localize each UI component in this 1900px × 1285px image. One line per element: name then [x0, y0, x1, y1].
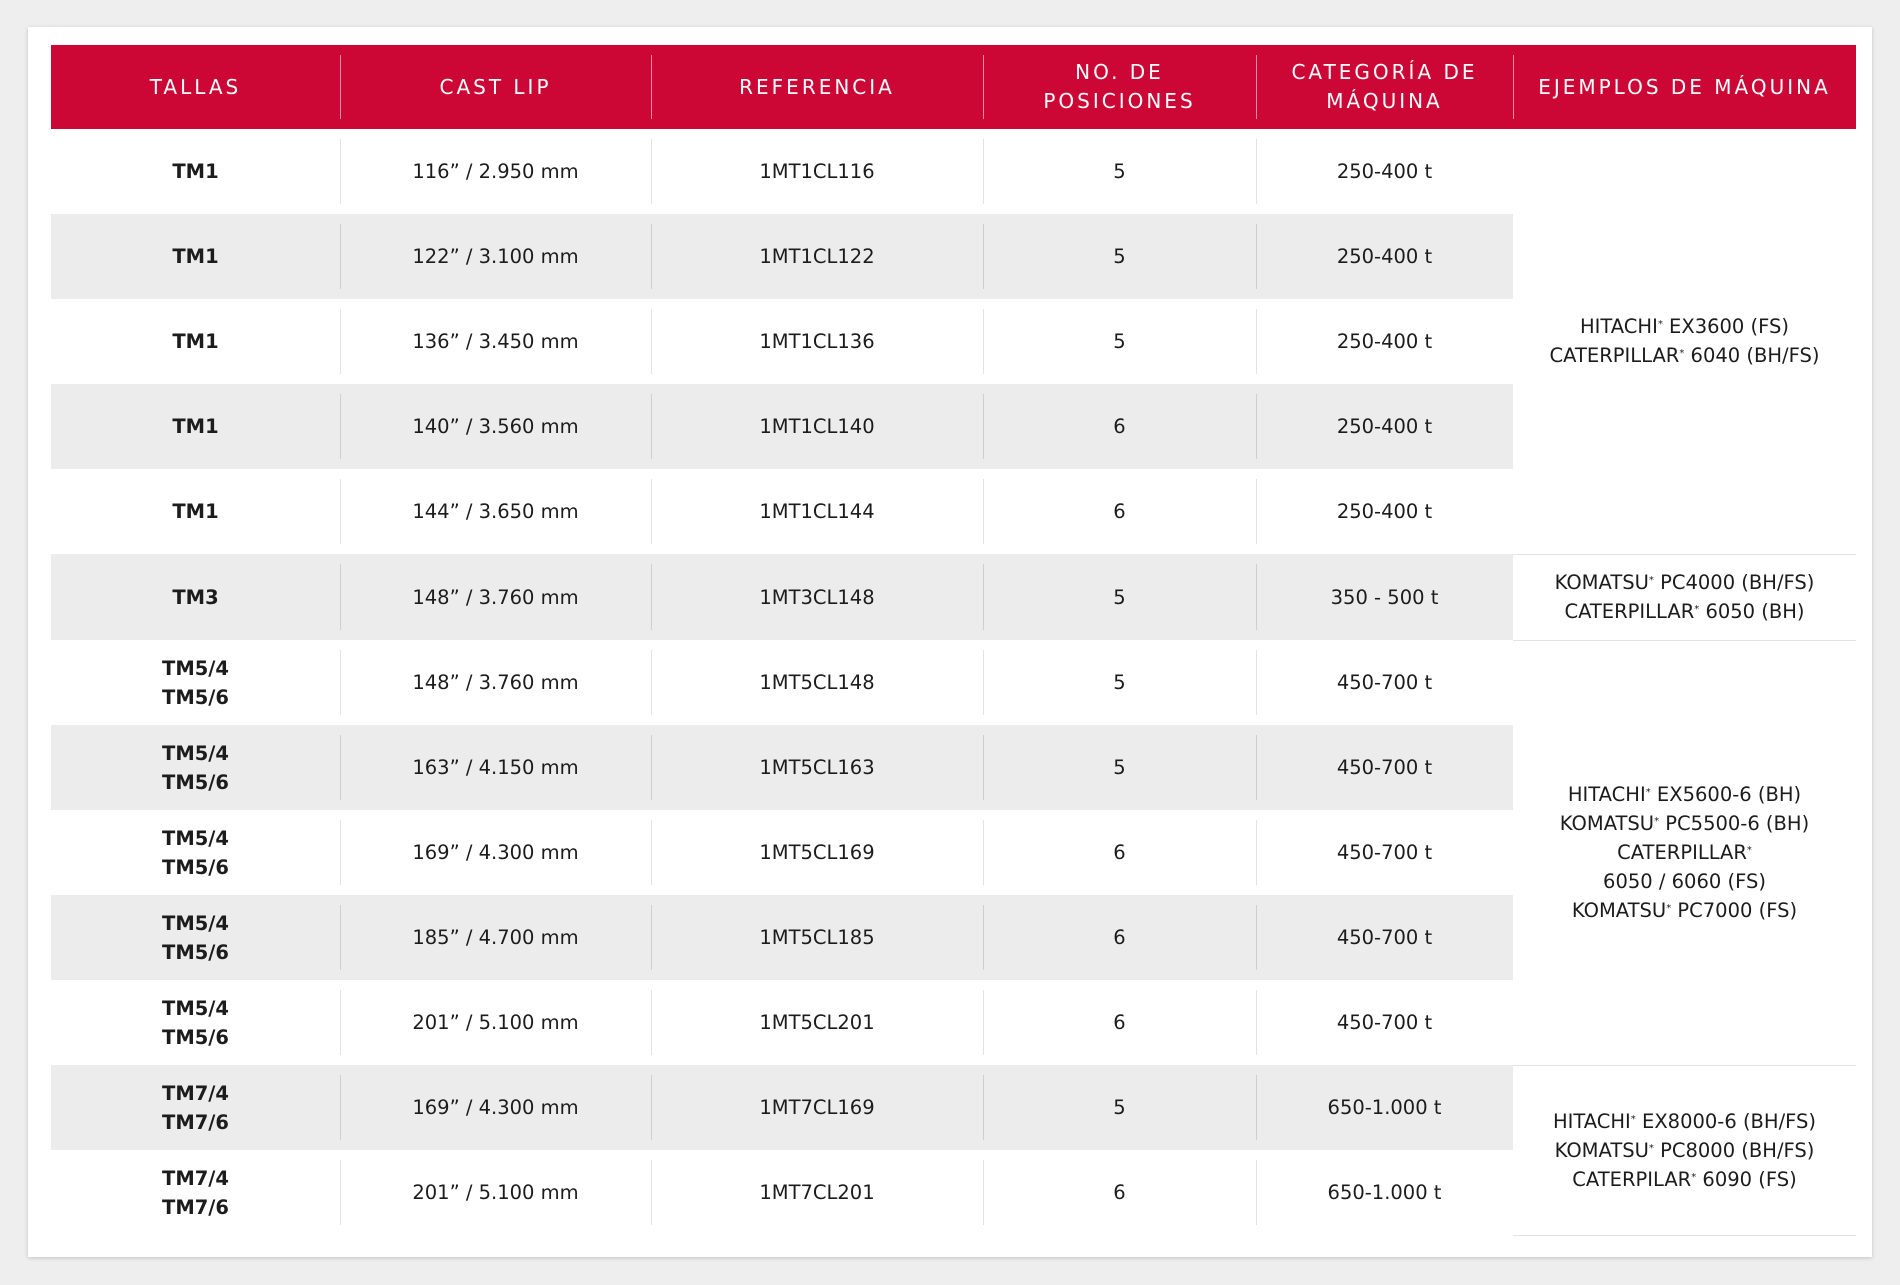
posiciones-value: 6 [1113, 926, 1126, 949]
table-header-row [51, 45, 1856, 129]
machine-model: 6090 (FS) [1696, 1167, 1797, 1191]
header-line: CAST LIP [439, 74, 552, 99]
cell-categoria [1256, 895, 1513, 980]
cell-categoria [1256, 1065, 1513, 1150]
posiciones-value: 5 [1113, 245, 1126, 268]
header-line: NO. DE [1075, 60, 1164, 84]
talla-line: TM7/4 [162, 1166, 229, 1190]
cell-posiciones [983, 214, 1256, 299]
header-ejemplos [1513, 45, 1856, 129]
cast-lip-value: 122” / 3.100 mm [412, 245, 579, 268]
cell-ejemplos [1513, 640, 1856, 1065]
referencia-value: 1MT7CL169 [759, 1096, 875, 1119]
posiciones-value: 5 [1113, 160, 1126, 183]
cast-lip-value: 148” / 3.760 mm [412, 671, 579, 694]
talla-line: TM5/4 [162, 741, 229, 765]
machine-brand: HITACHI [1567, 783, 1646, 806]
cell-posiciones [983, 554, 1256, 640]
trademark-mark: * [1666, 903, 1672, 914]
categoria-value: 350 - 500 t [1330, 585, 1439, 609]
cell-referencia [651, 554, 983, 640]
cell-cast-lip [340, 299, 651, 384]
cell-referencia [651, 895, 983, 980]
cell-talla [51, 554, 340, 640]
cell-posiciones [983, 725, 1256, 810]
talla-line: TM1 [172, 500, 219, 523]
cell-categoria [1256, 1150, 1513, 1235]
referencia-value: 1MT5CL201 [759, 1011, 875, 1034]
machine-brand: CATERPILLAR [1617, 841, 1747, 864]
talla-line: TM5/4 [162, 826, 229, 850]
referencia-value: 1MT5CL148 [759, 671, 875, 694]
cell-talla [51, 469, 340, 554]
cell-posiciones [983, 1150, 1256, 1235]
categoria-value: 650-1.000 t [1327, 1181, 1442, 1204]
talla-line: TM5/6 [162, 855, 229, 879]
cell-talla [51, 299, 340, 384]
cell-referencia [651, 640, 983, 725]
machine-brand: KOMATSU [1571, 899, 1667, 922]
machine-model: EX3600 (FS) [1662, 315, 1789, 339]
cell-talla [51, 895, 340, 980]
cast-lip-value: 116” / 2.950 mm [412, 160, 579, 183]
trademark-mark: * [1746, 845, 1752, 856]
machine-brand: KOMATSU [1554, 1138, 1649, 1162]
cell-talla [51, 214, 340, 299]
posiciones-value: 5 [1113, 585, 1126, 609]
header-line: TALLAS [149, 74, 242, 99]
cell-posiciones [983, 1065, 1256, 1150]
referencia-value: 1MT3CL148 [759, 585, 875, 609]
table-row [51, 1065, 1856, 1150]
machine-example [1513, 896, 1856, 925]
machine-brand: HITACHI [1579, 315, 1658, 339]
header-cast-lip [340, 45, 651, 129]
cell-cast-lip [340, 640, 651, 725]
categoria-value: 450-700 t [1336, 841, 1433, 864]
machine-model: EX5600-6 (BH) [1650, 783, 1802, 806]
trademark-mark: * [1679, 348, 1685, 360]
cell-cast-lip [340, 384, 651, 469]
cell-talla [51, 1150, 340, 1235]
referencia-value: 1MT1CL140 [759, 415, 875, 438]
cell-categoria [1256, 554, 1513, 640]
header-line: MÁQUINA [1326, 89, 1443, 113]
machine-example [1513, 597, 1856, 626]
table-row [51, 640, 1856, 725]
machine-example [1513, 312, 1856, 341]
machine-example [1513, 780, 1856, 809]
cell-categoria [1256, 810, 1513, 895]
machine-model: PC5500-6 (BH) [1659, 812, 1810, 835]
talla-line: TM5/6 [162, 685, 229, 709]
talla-line: TM5/4 [162, 911, 229, 935]
cell-posiciones [983, 129, 1256, 214]
talla-line: TM5/4 [162, 656, 229, 680]
cell-talla [51, 129, 340, 214]
trademark-mark: * [1648, 575, 1654, 586]
machine-example [1513, 1165, 1856, 1194]
machine-example [1513, 341, 1856, 370]
categoria-value: 650-1.000 t [1327, 1096, 1442, 1119]
trademark-mark: * [1694, 604, 1700, 615]
categoria-value: 450-700 t [1336, 756, 1433, 779]
cell-referencia [651, 1065, 983, 1150]
cell-posiciones [983, 640, 1256, 725]
categoria-value: 450-700 t [1336, 671, 1433, 694]
header-line: POSICIONES [1043, 89, 1196, 113]
cell-posiciones [983, 810, 1256, 895]
machine-brand: HITACHI [1552, 1109, 1631, 1133]
machine-brand: KOMATSU [1554, 571, 1649, 594]
cell-cast-lip [340, 469, 651, 554]
categoria-value: 250-400 t [1336, 500, 1433, 523]
referencia-value: 1MT5CL163 [759, 756, 875, 779]
cast-lip-value: 136” / 3.450 mm [412, 330, 579, 353]
categoria-value: 450-700 t [1336, 926, 1433, 949]
cell-referencia [651, 1150, 983, 1235]
cell-talla [51, 980, 340, 1065]
cell-cast-lip [340, 980, 651, 1065]
machine-model: PC7000 (FS) [1671, 899, 1798, 922]
cast-lip-value: 169” / 4.300 mm [412, 841, 579, 864]
cell-categoria [1256, 469, 1513, 554]
categoria-value: 250-400 t [1336, 330, 1433, 353]
talla-line: TM5/6 [162, 770, 229, 794]
machine-example [1513, 838, 1856, 867]
table-row [51, 554, 1856, 640]
machine-example [1513, 1136, 1856, 1165]
categoria-value: 250-400 t [1336, 160, 1433, 183]
talla-line: TM5/4 [162, 996, 229, 1020]
machine-brand: KOMATSU [1559, 812, 1655, 835]
cast-lip-value: 185” / 4.700 mm [412, 926, 579, 949]
machine-example [1513, 867, 1856, 896]
machine-brand: CATERPILAR [1572, 1167, 1692, 1191]
talla-line: TM1 [172, 330, 219, 353]
cast-lip-value: 140” / 3.560 mm [412, 415, 579, 438]
header-line: EJEMPLOS DE MÁQUINA [1538, 74, 1831, 99]
posiciones-value: 6 [1113, 415, 1126, 438]
header-line: REFERENCIA [739, 74, 895, 99]
cell-cast-lip [340, 554, 651, 640]
trademark-mark: * [1645, 787, 1651, 798]
talla-line: TM1 [172, 245, 219, 268]
cell-referencia [651, 469, 983, 554]
cell-posiciones [983, 895, 1256, 980]
cell-cast-lip [340, 1150, 651, 1235]
machine-example [1513, 568, 1856, 597]
cell-referencia [651, 810, 983, 895]
talla-line: TM7/6 [162, 1110, 229, 1134]
cast-lip-value: 201” / 5.100 mm [412, 1011, 579, 1034]
referencia-value: 1MT1CL116 [759, 160, 875, 183]
table-row [51, 129, 1856, 214]
cell-posiciones [983, 299, 1256, 384]
categoria-value: 250-400 t [1336, 245, 1433, 268]
trademark-mark: * [1691, 1171, 1697, 1183]
product-table [51, 45, 1856, 1236]
machine-brand: CATERPILLAR [1549, 344, 1680, 368]
cell-posiciones [983, 980, 1256, 1065]
header-line: CATEGORÍA DE [1291, 60, 1478, 84]
referencia-value: 1MT1CL144 [759, 500, 875, 523]
cell-posiciones [983, 384, 1256, 469]
cell-talla [51, 725, 340, 810]
talla-line: TM5/6 [162, 940, 229, 964]
cell-cast-lip [340, 895, 651, 980]
cell-categoria [1256, 725, 1513, 810]
header-categoria [1256, 45, 1513, 129]
cell-categoria [1256, 384, 1513, 469]
cell-posiciones [983, 469, 1256, 554]
trademark-mark: * [1654, 816, 1660, 827]
talla-line: TM5/6 [162, 1025, 229, 1049]
posiciones-value: 5 [1113, 1096, 1126, 1119]
cell-categoria [1256, 640, 1513, 725]
cell-referencia [651, 129, 983, 214]
talla-line: TM1 [172, 160, 219, 183]
machine-example [1513, 809, 1856, 838]
trademark-mark: * [1648, 1142, 1654, 1154]
cell-categoria [1256, 214, 1513, 299]
talla-line: TM7/4 [162, 1081, 229, 1105]
cell-referencia [651, 384, 983, 469]
cell-talla [51, 384, 340, 469]
cell-referencia [651, 980, 983, 1065]
cast-lip-value: 201” / 5.100 mm [412, 1181, 579, 1204]
cell-referencia [651, 299, 983, 384]
categoria-value: 250-400 t [1336, 415, 1433, 438]
cell-ejemplos [1513, 554, 1856, 640]
cell-cast-lip [340, 1065, 651, 1150]
referencia-value: 1MT7CL201 [759, 1181, 875, 1204]
talla-line: TM3 [172, 585, 219, 609]
cast-lip-value: 148” / 3.760 mm [412, 585, 579, 609]
posiciones-value: 6 [1113, 841, 1126, 864]
cell-categoria [1256, 129, 1513, 214]
cast-lip-value: 144” / 3.650 mm [412, 500, 579, 523]
header-posiciones [983, 45, 1256, 129]
cell-ejemplos [1513, 129, 1856, 554]
cell-cast-lip [340, 810, 651, 895]
cell-cast-lip [340, 725, 651, 810]
trademark-mark: * [1630, 1113, 1636, 1125]
posiciones-value: 6 [1113, 1181, 1126, 1204]
machine-example [1513, 1107, 1856, 1136]
cell-categoria [1256, 299, 1513, 384]
header-referencia [651, 45, 983, 129]
posiciones-value: 5 [1113, 756, 1126, 779]
cell-ejemplos [1513, 1065, 1856, 1235]
cell-categoria [1256, 980, 1513, 1065]
posiciones-value: 5 [1113, 671, 1126, 694]
cell-referencia [651, 725, 983, 810]
posiciones-value: 5 [1113, 330, 1126, 353]
cell-cast-lip [340, 214, 651, 299]
cast-lip-value: 169” / 4.300 mm [412, 1096, 579, 1119]
machine-model: PC4000 (BH/FS) [1653, 571, 1815, 594]
header-tallas [51, 45, 340, 129]
posiciones-value: 6 [1113, 1011, 1126, 1034]
machine-brand: CATERPILLAR [1564, 600, 1695, 623]
referencia-value: 1MT5CL169 [759, 841, 875, 864]
product-table-card [28, 27, 1872, 1257]
talla-line: TM1 [172, 415, 219, 438]
referencia-value: 1MT5CL185 [759, 926, 875, 949]
referencia-value: 1MT1CL136 [759, 330, 875, 353]
posiciones-value: 6 [1113, 500, 1126, 523]
machine-brand: 6050 / 6060 (FS) [1603, 870, 1766, 893]
categoria-value: 450-700 t [1336, 1011, 1433, 1034]
machine-model: 6050 (BH) [1699, 600, 1805, 623]
trademark-mark: * [1657, 319, 1663, 331]
machine-model: 6040 (BH/FS) [1684, 344, 1820, 368]
cell-talla [51, 1065, 340, 1150]
talla-line: TM7/6 [162, 1195, 229, 1219]
cell-talla [51, 640, 340, 725]
cell-talla [51, 810, 340, 895]
cell-referencia [651, 214, 983, 299]
referencia-value: 1MT1CL122 [759, 245, 875, 268]
cast-lip-value: 163” / 4.150 mm [412, 756, 579, 779]
machine-model: PC8000 (BH/FS) [1653, 1138, 1815, 1162]
machine-model: EX8000-6 (BH/FS) [1635, 1109, 1817, 1133]
cell-cast-lip [340, 129, 651, 214]
table-body [51, 129, 1856, 1235]
